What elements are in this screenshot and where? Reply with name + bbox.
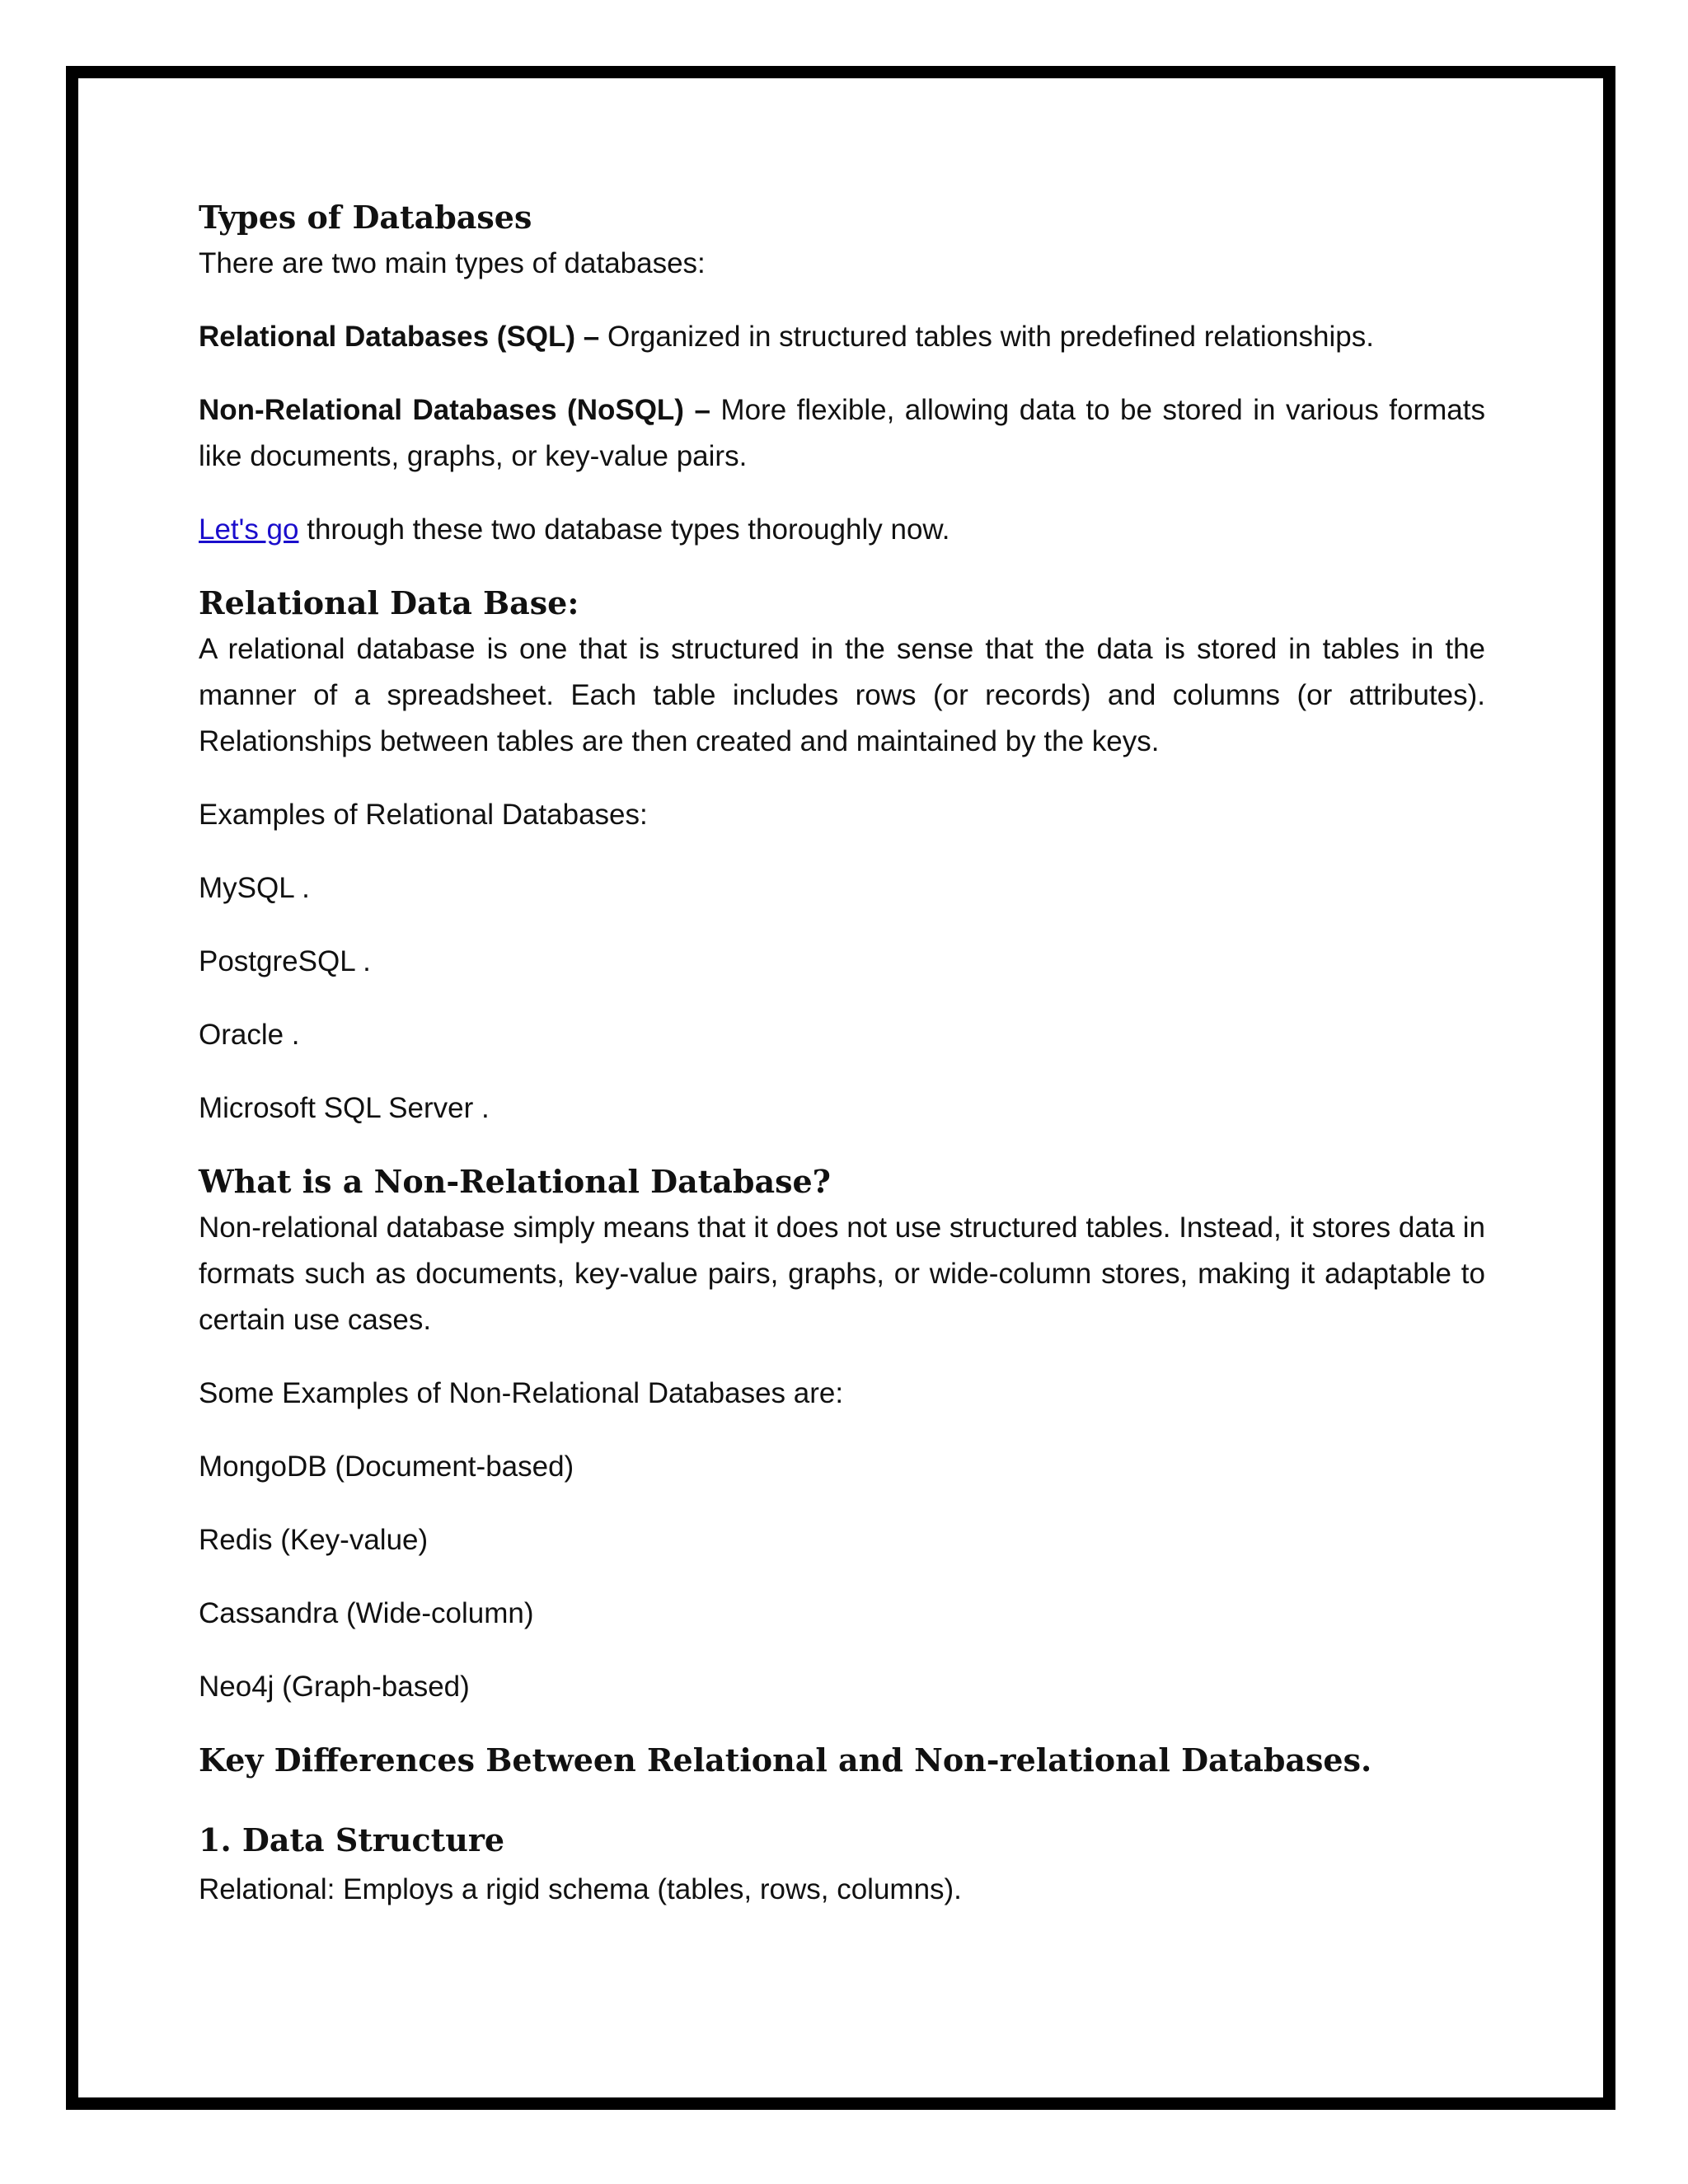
data-structure-text: Relational: Employs a rigid schema (tables, rows, columns). [199, 1873, 962, 1905]
nonrelational-example-item: MongoDB (Document-based) [199, 1451, 574, 1483]
relational-description: A relational database is one that is structured in the sense that the data is stored in tables in the manner of a spreadsheet. Each table includes rows (or records) and columns (or attributes). Relationships between tables are then created and maintained by the keys. [199, 633, 1485, 757]
relational-example-item: PostgreSQL . [199, 945, 371, 977]
relational-examples-label: Examples of Relational Databases: [199, 799, 648, 831]
nonrelational-type-text: More flexible, allowing data to be stored in various formats like documents, graphs, or key-value pairs. [199, 394, 1485, 472]
key-differences-heading: Key Differences Between Relational and Non-relational Databases. [199, 1741, 1372, 1779]
relational-type-paragraph [199, 314, 1485, 360]
nonrelational-example-item: Neo4j (Graph-based) [199, 1671, 470, 1703]
relational-type-text: Organized in structured tables with predefined relationships. [599, 321, 1374, 353]
types-intro: There are two main types of databases: [199, 247, 706, 279]
data-structure-heading: 1. Data Structure [199, 1821, 505, 1858]
nonrelational-type-lead: Non-Relational Databases (NoSQL) – [199, 394, 710, 426]
relational-type-lead: Relational Databases (SQL) – [199, 321, 600, 353]
relational-heading: Relational Data Base: [199, 584, 579, 621]
nonrelational-type-paragraph [199, 387, 1485, 480]
types-heading: Types of Databases [199, 199, 532, 236]
document-body [199, 194, 1485, 1913]
nonrelational-description: Non-relational database simply means that it does not use structured tables. Instead, it stores data in formats such as documents, key-value pairs, graphs, or wide-column stores, making it adaptable to certain use cases. [199, 1212, 1485, 1336]
lets-go-link[interactable]: Let's go [199, 513, 299, 546]
nonrelational-heading: What is a Non-Relational Database? [199, 1163, 831, 1200]
nonrelational-examples-label: Some Examples of Non-Relational Databases are: [199, 1377, 844, 1409]
lets-go-text: through these two database types thoroughly now. [298, 513, 950, 546]
nonrelational-example-item: Cassandra (Wide-column) [199, 1597, 534, 1629]
relational-example-item: Microsoft SQL Server . [199, 1092, 490, 1124]
relational-example-item: Oracle . [199, 1019, 300, 1051]
lets-go-paragraph [199, 507, 1485, 553]
nonrelational-example-item: Redis (Key-value) [199, 1524, 429, 1556]
relational-example-item: MySQL . [199, 872, 310, 904]
